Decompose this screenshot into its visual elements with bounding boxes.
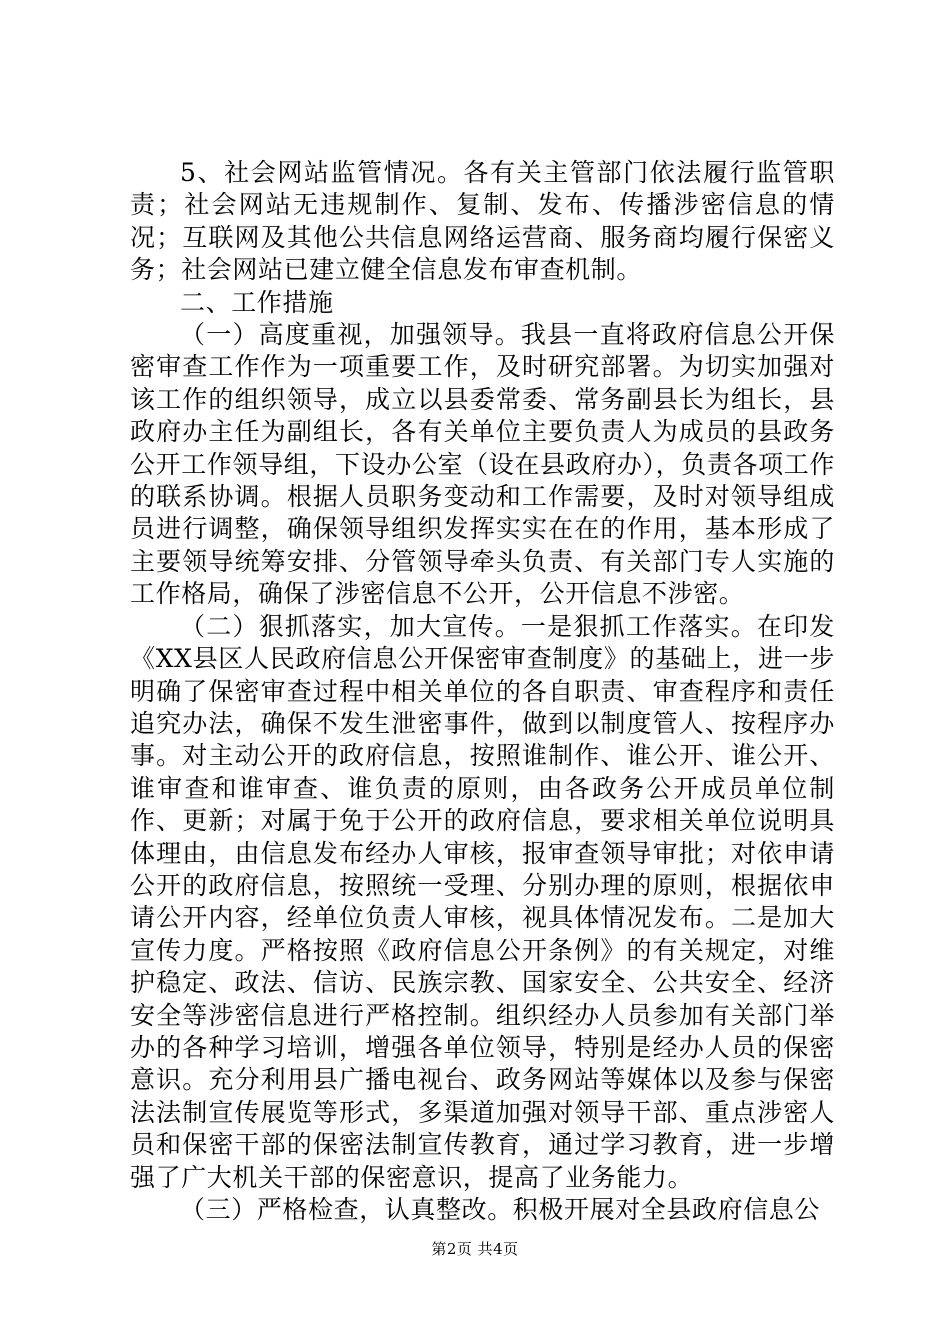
paragraph-implementation-publicity: （二）狠抓落实，加大宣传。一是狠抓工作落实。在印发《XX县区人民政府信息公开保密审查制度》的基础上，进一步明确了保密审查过程中相关单位的各自职责、审查程序和责任追究办法，确保不发生泄密事件，做到以制度管人、按程序办事。对主动公开的政府信息，按照谁制作、谁公开、谁公开、谁审查和谁审查、谁负责的原则，由各政务公开成员单位制作、更新；对属于免于公开的政府信息，要求相关单位说明具体理由，由信息发布经办人审核，报审查领导审批；对依申请公开的政府信息，按照统一受理、分别办理的原则，根据依申请公开内容，经单位负责人审核，视具体情况发布。二是加大宣传力度。严格按照《政府信息公开条例》的有关规定，对维护稳定、政法、信访、民族宗教、国家安全、公共安全、经济安全等涉密信息进行严格控制。组织经办人员参加有关部门举办的各种学习培训，增强各单位领导，特别是经办人员的保密意识。充分利用县广播电视台、政务网站等媒体以及参与保密法法制宣传展览等形式，多渠道加强对领导干部、重点涉密人员和保密干部的保密法制宣传教育，通过学习教育，进一步增强了广大机关干部的保密意识，提高了业务能力。 xyxy=(130,611,835,1192)
paragraph-leadership: （一）高度重视，加强领导。我县一直将政府信息公开保密审查工作作为一项重要工作，及时研究部署。为切实加强对该工作的组织领导，成立以县委常委、常务副县长为组长，县政府办主任为副组长，各有关单位主要负责人为成员的县政务公开工作领导组，下设办公室（设在县政府办），负责各项工作的联系协调。根据人员职务变动和工作需要，及时对领导组成员进行调整，确保领导组织发挥实实在在的作用，基本形成了主要领导统筹安排、分管领导牵头负责、有关部门专人实施的工作格局，确保了涉密信息不公开，公开信息不涉密。 xyxy=(130,320,835,609)
document-body xyxy=(130,157,835,1226)
paragraph-inspection-rectification: （三）严格检查，认真整改。积极开展对全县政府信息公 xyxy=(180,1195,821,1224)
paragraph-social-websites: 5、社会网站监管情况。各有关主管部门依法履行监管职责；社会网站无违规制作、复制、发布、传播涉密信息的情况；互联网及其他公共信息网络运营商、服务商均履行保密义务；社会网站已建立健全信息发布审查机制。 xyxy=(130,158,835,285)
page-number-footer: 第2页 共4页 xyxy=(431,1240,519,1258)
section-heading-work-measures: 二、工作措施 xyxy=(180,287,334,317)
